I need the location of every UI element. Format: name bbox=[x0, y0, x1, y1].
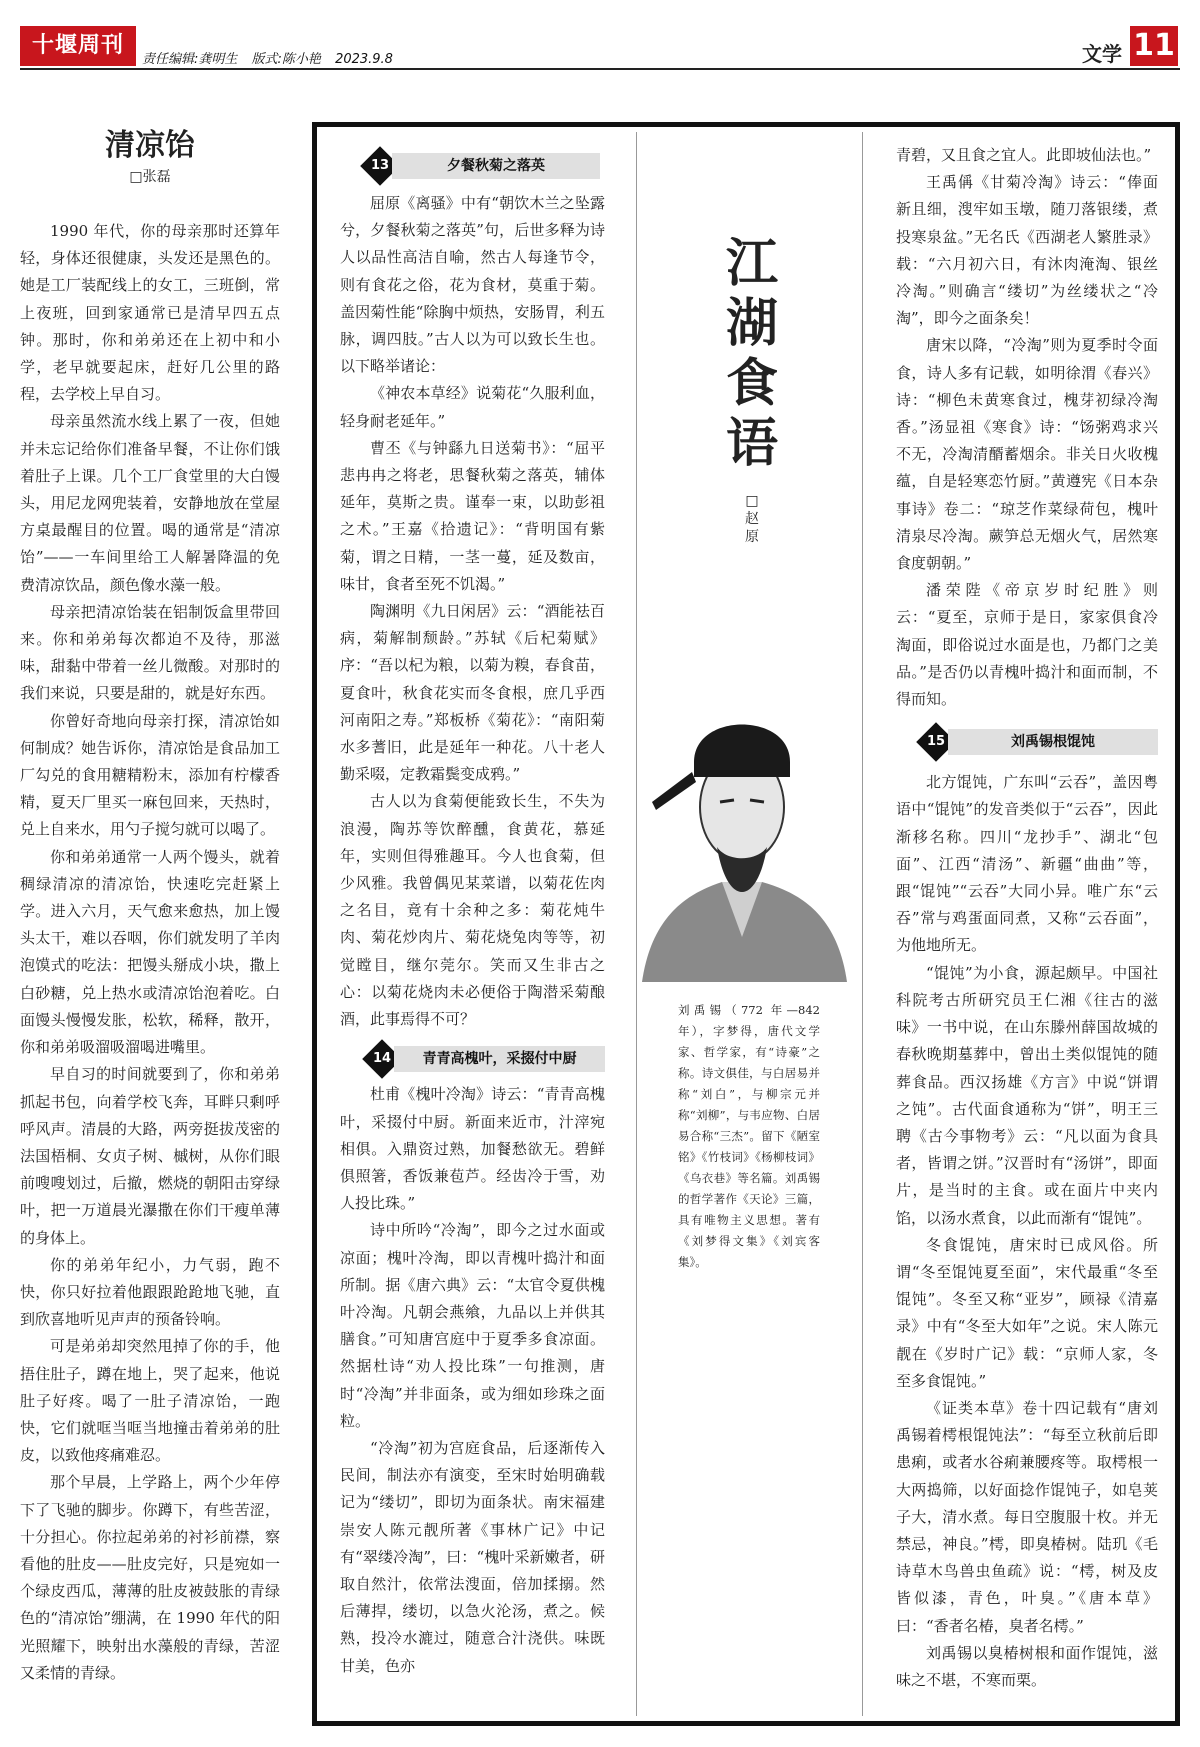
masthead-rule bbox=[20, 68, 1180, 70]
paragraph: 王禹偁《甘菊冷淘》诗云：“俸面新且细，溲牢如玉墩，随刀落银缕，煮投寒泉盆。”无名氏《西湖老人繁胜录》载：“六月初六日，有沐肉淹淘、银丝冷淘。”则确言“缕切”为丝缕状之“冷淘”，即今之面条矣！ bbox=[896, 173, 1158, 328]
paragraph: 唐宋以降，“冷淘”则为夏季时令面食，诗人多有记载，如明徐渭《春兴》诗：“柳色未黄寒食过，槐芽初绿冷淘香。”汤显祖《寒食》诗：“饧粥鸡求兴不无，冷淘清醑蓄烟余。非关日火收槐蕴，自是轻寒恋竹厨。”黄遵宪《日本杂事诗》卷二：“琼芝作菜绿荷包，槐叶清泉尽冷淘。蕨笋总无烟火气，居然寒食度朝朝。” bbox=[896, 336, 1158, 573]
paragraph: 早自习的时间就要到了，你和弟弟抓起书包，向着学校飞奔，耳畔只剩呼呼风声。清晨的大路，两旁挺拔茂密的法国梧桐、女贞子树、槭树，从你们眼前嗖嗖划过，后撤，燃烧的朝阳击穿绿叶，把一万道晨光瀑撒在你们干瘦单薄的身体上。 bbox=[20, 1065, 280, 1247]
hat-ribbon bbox=[652, 772, 696, 810]
paragraph: 你和弟弟通常一人两个馒头，就着稠绿清凉的清凉饴，快速吃完赶紧上学。进入六月，天气愈来愈热，加上馒头太干，难以吞咽，你们就发明了羊肉泡馍式的吃法：把馒头掰成小块，撒上白砂糖，兑上热水或清凉饴泡着吃。白面馒头慢慢发胀，松软，稀释，散开，你和弟弟吸溜吸溜喝进嘴里。 bbox=[20, 847, 280, 1057]
left-article-title: 清凉饴 bbox=[105, 128, 195, 163]
paragraph: 你的弟弟年纪小，力气弱，跑不快，你只好拉着他跟跟跄跄地飞驰，直到欣喜地听见声声的预备铃响。 bbox=[20, 1255, 280, 1329]
paragraph: 古人以为食菊便能致长生，不失为浪漫，陶苏等饮醉醺，食黄花，慕延年，实则但得雅趣耳。今人也食菊，但少风雅。我曾偶见某菜谱，以菊花佐肉之名目，竟有十余种之多：菊花炖牛肉、菊花炒肉片、菊花烧兔肉等等，初觉瞠目，继尔莞尔。笑而又生非古之心：以菊花烧肉未必便俗于陶潜采菊酿酒，此事焉得不可？ bbox=[340, 792, 605, 1029]
section-number-badge: 15 bbox=[916, 722, 956, 762]
paragraph: 你曾好奇地向母亲打探，清凉饴如何制成？她告诉你，清凉饴是食品加工厂勾兑的食用糖精粉末，添加有柠檬香精，夏天厂里买一麻包回来，天热时，兑上自来水，用勺子搅匀就可以喝了。 bbox=[20, 711, 280, 839]
section-heading: 刘禹锡根馄饨 bbox=[948, 729, 1158, 755]
paragraph: “冷淘”初为宫庭食品，后逐渐传入民间，制法亦有演变，至宋时始明确载记为“缕切”，即切为面条状。南宋福建崇安人陈元靓所著《事林广记》中记有“翠缕冷淘”，曰：“槐叶采新嫩者，研取自然汁，依常法溲面，倍加揉搦。然后薄捍，缕切，以急火沦汤，煮之。候熟，投冷水漉过，随意合汁浇供。味既甘美，色亦 bbox=[340, 1438, 605, 1675]
paragraph: 可是弟弟却突然甩掉了你的手，他捂住肚子，蹲在地上，哭了起来，他说肚子好疼。喝了一肚子清凉饴，一跑快，它们就哐当哐当地撞击着弟弟的肚皮，以致他疼痛难忍。 bbox=[20, 1337, 280, 1465]
paragraph: 曹丕《与钟繇九日送菊书》：“屈平悲冉冉之将老，思餐秋菊之落英，辅体延年，莫斯之贵。谨奉一束，以助彭祖之术。”王嘉《拾遗记》：“背明国有紫菊，谓之日精，一茎一蔓，延及数亩，味甘，食者至死不饥渴。” bbox=[340, 438, 605, 593]
section-heading: 夕餐秋菊之落英 bbox=[392, 153, 600, 179]
paragraph: 杜甫《槐叶冷淘》诗云：“青青高槐叶，采掇付中厨。新面来近市，汁滓宛相俱。入鼎资过熟，加餐愁欲无。碧鲜俱照箸，香饭兼苞芦。经齿冷于雪，劝人投比珠。” bbox=[340, 1085, 605, 1213]
hat-shape bbox=[694, 725, 790, 778]
paragraph: “馄饨”为小食，源起颇早。中国社科院考古所研究员王仁湘《往古的滋味》一书中说，在山东滕州薛国故城的春秋晚期墓葬中，曾出土类似馄饨的随葬食品。西汉扬雄《方言》中说“饼谓之饨”。古代面食通称为“饼”，明王三聘《古今事物考》云：“凡以面为食具者，皆谓之饼。”汉晋时有“汤饼”，即面片，是当时的主食。或在面片中夹内馅，以汤水煮食，以此而渐有“馄饨”。 bbox=[896, 963, 1158, 1227]
paragraph: 屈原《离骚》中有“朝饮木兰之坠露兮，夕餐秋菊之落英”句，后世多释为诗人以品性高洁自喻，然古人每逢节令，则有食花之俗，花为食材，莫重于菊。盖因菊性能“除胸中烦热，安肠胃，利五脉，调四肢。”古人以为可以致长生也。以下略举诸论： bbox=[340, 194, 605, 376]
section-number-badge: 14 bbox=[362, 1039, 402, 1079]
section-header-14 bbox=[340, 1033, 605, 1081]
portrait-illustration bbox=[632, 692, 852, 982]
column-divider bbox=[862, 132, 863, 1716]
feature-column-3 bbox=[896, 142, 1158, 1694]
editor-credit: 责任编辑:龚明生 bbox=[142, 52, 238, 67]
section-header-15 bbox=[896, 713, 1158, 769]
masthead-info bbox=[142, 48, 403, 67]
paragraph: 北方馄饨，广东叫“云吞”，盖因粤语中“馄饨”的发音类似于“云吞”，因此渐移名称。四川“龙抄手”、湖北“包面”、江西“清汤”、新疆“曲曲”等，跟“馄饨”“云吞”大同小异。唯广东“云吞”常与鸡蛋面同煮，又称“云吞面”，为他地所无。 bbox=[896, 773, 1158, 955]
paragraph: 《神农本草经》说菊花“久服利血，轻身耐老延年。” bbox=[340, 384, 605, 430]
paragraph: 诗中所吟“冷淘”，即今之过水面或凉面；槐叶冷淘，即以青槐叶捣汁和面所制。据《唐六典》云：“太官令夏供槐叶冷淘。凡朝会燕飨，九品以上并供其膳食。”可知唐宫庭中于夏季多食凉面。然据杜诗“劝人投比珠”一句推测，唐时“冷淘”并非面条，或为细如珍珠之面粒。 bbox=[340, 1221, 605, 1430]
layout-credit: 版式:陈小艳 bbox=[251, 52, 321, 67]
page-number: 11 bbox=[1130, 26, 1178, 66]
paragraph: 《证类本草》卷十四记载有“唐刘禹锡着樗根馄饨法”：“每至立秋前后即患痢，或者水谷痢兼腰疼等。取樗根一大两捣筛，以好面捻作馄饨子，如皂荚子大，清水煮。每日空腹服十枚。并无禁忌，神良。”樗，即臭椿树。陆玑《毛诗草木鸟兽虫鱼疏》说：“樗，树及皮皆似漆，青色，叶臭。”《唐本草》曰：“香者名椿，臭者名樗。” bbox=[896, 1398, 1158, 1635]
paragraph: 刘禹锡以臭椿树根和面作馄饨，滋味之不堪，不寒而栗。 bbox=[896, 1643, 1158, 1689]
paragraph: 青碧，又且食之宜人。此即坡仙法也。” bbox=[896, 146, 1152, 164]
masthead-logo: 十堰周刊 bbox=[20, 26, 136, 66]
left-article-body bbox=[20, 218, 280, 1687]
left-article-author: □张磊 bbox=[129, 169, 171, 185]
paragraph: 冬食馄饨，唐宋时已成风俗。所谓“冬至馄饨夏至面”，宋代最重“冬至馄饨”。冬至又称“亚岁”，顾禄《清嘉录》中有“冬至大如年”之说。宋人陈元靓在《岁时广记》载：“京师人家，冬至多食馄饨。” bbox=[896, 1235, 1158, 1390]
paragraph: 1990 年代，你的母亲那时还算年轻，身体还很健康，头发还是黑色的。她是工厂装配线上的女工，三班倒，常上夜班，回到家通常已是清早四五点钟。那时，你和弟弟还在上初中和小学，老早就要起床，赶好几公里的路程，去学校上早自习。 bbox=[20, 222, 280, 404]
portrait-caption: 刘禹锡（772 年—842 年），字梦得，唐代文学家、哲学家，有“诗豪”之称。诗文俱佳，与白居易并称“刘白”，与柳宗元并称“刘柳”，与韦应物、白居易合称“三杰”。留下《陋室铭》《竹枝词》《杨柳枝词》《乌衣巷》等名篇。刘禹锡的哲学著作《天论》三篇，具有唯物主义思想。著有《刘梦得文集》《刘宾客集》。 bbox=[678, 1003, 820, 1269]
paragraph: 母亲把清凉饴装在铝制饭盒里带回来。你和弟弟每次都迫不及待，那滋味，甜黏中带着一丝儿微酸。对那时的我们来说，只要是甜的，就是好东西。 bbox=[20, 602, 280, 703]
feature-title: 江湖食语 bbox=[725, 233, 778, 474]
issue-date: 2023.9.8 bbox=[335, 52, 393, 67]
section-heading: 青青高槐叶，采掇付中厨 bbox=[394, 1046, 605, 1072]
paragraph: 潘荣陛《帝京岁时纪胜》则云：“夏至，京师于是日，家家俱食冷淘面，即俗说过水面是也，乃都门之美品。”是否仍以青槐叶捣汁和面而制，不得而知。 bbox=[896, 581, 1158, 709]
section-number-badge: 13 bbox=[360, 146, 400, 186]
paragraph: 陶渊明《九日闲居》云：“酒能祛百病，菊解制颓龄。”苏轼《后杞菊赋》序：“吾以杞为粮，以菊为糗，春食苗，夏食叶，秋食花实而冬食根，庶几乎西河南阳之寿。”郑板桥《菊花》：“南阳菊水多蓍旧，此是延年一种花。八十老人勤采啜，定教霜鬓变成鸦。” bbox=[340, 602, 605, 784]
paragraph: 那个早晨，上学路上，两个少年停下了飞驰的脚步。你蹲下，有些苦涩，十分担心。你拉起弟弟的衬衫前襟，察看他的肚皮——肚皮完好，只是宛如一个绿皮西瓜，薄薄的肚皮被鼓胀的青绿色的“清凉饴”绷满，在 1990 年代的阳光照耀下，映射出水藻般的青绿，苦涩又柔情的青绿。 bbox=[20, 1473, 280, 1682]
paragraph: 母亲虽然流水线上累了一夜，但她并未忘记给你们准备早餐，不让你们饿着肚子上课。几个工厂食堂里的大白馒头，用尼龙网兜装着，安静地放在堂屋方桌最醒目的位置。喝的通常是“清凉饴”——一车间里给工人解暑降温的免费清凉饮品，颜色像水藻一般。 bbox=[20, 412, 280, 594]
feature-author: □赵原 bbox=[745, 493, 759, 545]
feature-column-1 bbox=[340, 190, 605, 1680]
section-name: 文学 bbox=[1082, 42, 1122, 66]
